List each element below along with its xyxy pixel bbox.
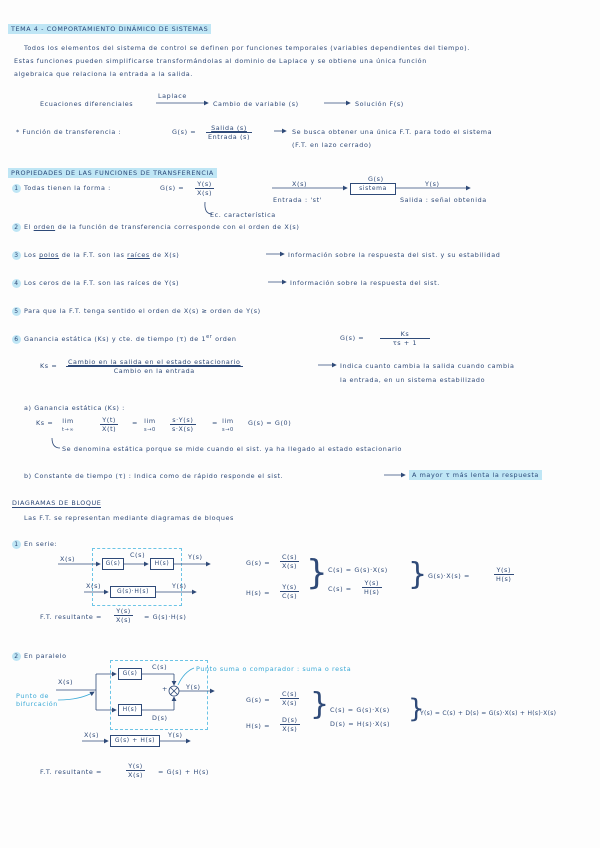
paralelo-xs: X(s) xyxy=(58,678,74,686)
serie-r1: C(s) = G(s)·X(s) xyxy=(328,566,388,574)
p1-gs: G(s) xyxy=(368,175,384,183)
p6-ks: Ks = xyxy=(40,362,58,370)
p2-orden: orden xyxy=(33,223,56,231)
section-propiedades: PROPIEDADES DE LAS FUNCIONES DE TRANSFERENCIA xyxy=(8,168,217,178)
flow-laplace: Laplace xyxy=(158,92,187,100)
pa-eq2: = xyxy=(212,419,218,427)
num-badge: 1 xyxy=(12,540,21,549)
paralelo-ds: D(s) xyxy=(152,714,168,722)
pa-sys: s·Y(s) xyxy=(170,416,196,425)
sec2-text: Las F.T. se representan mediante diagramas de bloques xyxy=(24,514,234,522)
pb-note: A mayor τ más lenta la respuesta xyxy=(409,470,542,480)
flow-ecuaciones: Ecuaciones diferenciales xyxy=(40,100,134,108)
ft-note2: (F.T. en lazo cerrado) xyxy=(292,141,372,149)
pa-tinf: t→∞ xyxy=(62,427,75,433)
p3-d: Información sobre la respuesta del sist. y su estabilidad xyxy=(288,251,501,259)
page-title: TEMA 4 - COMPORTAMIENTO DINÁMICO DE SISTEMAS xyxy=(8,24,211,34)
paralelo-r1: C(s) = G(s)·X(s) xyxy=(330,706,390,714)
p1-entrada: Entrada : 'st' xyxy=(273,196,323,204)
serie-text: En serie: xyxy=(24,540,58,548)
p6-g: G(s) = xyxy=(340,334,365,342)
section-diagramas: DIAGRAMAS DE BLOQUE xyxy=(12,499,102,507)
p1-num: Y(s) xyxy=(195,180,214,189)
paralelo-ft: F.T. resultante = xyxy=(40,768,102,776)
serie-gden: X(s) xyxy=(282,562,298,570)
p6-b: orden xyxy=(212,335,237,344)
serie-ys2: Y(s) xyxy=(172,582,187,590)
paralelo-ftnum: Y(s) xyxy=(126,762,145,771)
serie-h-box: H(s) xyxy=(150,558,174,570)
paralelo-gh-box: G(s) + H(s) xyxy=(110,735,160,747)
num-badge: 5 xyxy=(12,307,21,316)
paralelo-eqG: G(s) = xyxy=(246,696,271,704)
num-badge: 3 xyxy=(12,251,21,260)
paralelo-cs: C(s) xyxy=(152,663,168,671)
paralelo-hnum: D(s) xyxy=(282,716,298,724)
p1-salida: Salida : señal obtenida xyxy=(400,196,487,204)
serie-r2den: H(s) xyxy=(364,588,380,596)
p4-b: Información sobre la respuesta del sist. xyxy=(290,279,440,287)
p2-b: de la función de transferencia corresponde con el orden de X(s) xyxy=(55,223,300,231)
serie-hnum: Y(s) xyxy=(280,583,299,592)
p1-ys: Y(s) xyxy=(425,180,440,188)
flow-solucion: Solución F(s) xyxy=(355,100,404,108)
p3-b: de la F.T. son las xyxy=(59,251,128,259)
num-badge: 2 xyxy=(12,223,21,232)
p6-note2: la entrada, en un sistema estabilizado xyxy=(340,376,486,384)
serie-ftres: = G(s)·H(s) xyxy=(144,613,187,621)
paralelo-gden: X(s) xyxy=(282,699,298,707)
pa-lim3-text: lim xyxy=(222,417,234,425)
p1-ec-arrow xyxy=(205,202,212,214)
paralelo-hden: X(s) xyxy=(282,725,298,733)
p6-num: Ks xyxy=(380,330,430,339)
serie-resden: H(s) xyxy=(496,575,512,583)
serie-ft: F.T. resultante = xyxy=(40,613,102,621)
pa-s02: s→0 xyxy=(222,427,234,433)
paralelo-ys2: Y(s) xyxy=(168,731,183,739)
serie-brace1: } xyxy=(306,553,328,593)
p5-a: Para que la F.T. tenga sentido el orden de X(s) ≥ orden de Y(s) xyxy=(24,307,261,315)
paralelo-plus: + xyxy=(162,685,168,693)
pb-text: b) Constante de tiempo (τ) : Indica como de rápido responde el sist. xyxy=(24,472,284,480)
num-badge: 1 xyxy=(12,184,21,193)
pa-gs: G(s) = G(0) xyxy=(248,419,292,427)
intro-line-1: Todos los elementos del sistema de control se definen por funciones temporales (variables dependientes del tiempo). xyxy=(24,44,470,52)
pa-xt: X(t) xyxy=(102,425,117,433)
pa-note: Se denomina estática porque se mide cuando el sist. ya ha llegado al estado estacionario xyxy=(62,445,403,453)
num-badge: 6 xyxy=(12,335,21,344)
p1-g: G(s) = xyxy=(160,184,185,192)
p1-ec: Ec. característica xyxy=(210,211,276,219)
paralelo-g-box: G(s) xyxy=(118,668,142,680)
paralelo-gnum: C(s) xyxy=(282,690,298,698)
serie-ftnum: Y(s) xyxy=(114,607,133,616)
pa-title: a) Ganancia estática (Ks) : xyxy=(24,404,125,412)
p2-a: El xyxy=(24,223,34,231)
p6-sup: er xyxy=(206,334,213,340)
p3-c: de X(s) xyxy=(149,251,180,259)
paralelo-res: Y(s) = C(s) + D(s) = G(s)·X(s) + H(s)·X(s) xyxy=(420,710,557,717)
p3-raices: raíces xyxy=(127,251,150,259)
pa-s0: s→0 xyxy=(144,427,156,433)
pa-arrow xyxy=(52,438,60,448)
paralelo-brace2: } xyxy=(408,694,425,724)
pa-eq: = xyxy=(132,419,138,427)
p1-den: X(s) xyxy=(197,189,213,197)
p1-sistema-box: sistema xyxy=(350,183,396,195)
paralelo-ys: Y(s) xyxy=(186,683,201,691)
serie-ftden: X(s) xyxy=(116,616,132,624)
paralelo-brace1: } xyxy=(310,687,330,722)
serie-xs: X(s) xyxy=(60,555,76,563)
paralelo-xs2: X(s) xyxy=(84,731,100,739)
paralelo-text: En paralelo xyxy=(24,652,67,660)
p3-polos: polos xyxy=(39,251,60,259)
ft-g: G(s) = xyxy=(172,128,197,136)
intro-line-2: Estas funciones pueden simplificarse transformándolas al dominio de Laplace y se obtiene una única función xyxy=(14,57,427,65)
serie-eqG: G(s) = xyxy=(246,559,271,567)
p6-note1: Indica cuanto cambia la salida cuando cambia xyxy=(340,362,515,370)
serie-gnum: C(s) xyxy=(282,553,298,561)
serie-r2num: Y(s) xyxy=(362,579,382,588)
p6-den: τs + 1 xyxy=(392,339,418,347)
paralelo-h-box: H(s) xyxy=(118,704,142,716)
paralelo-punto: Punto de bifurcación xyxy=(16,692,58,708)
ft-num: Salida (s) xyxy=(206,124,252,133)
paralelo-sum-note: Punto suma o comparador : suma o resta xyxy=(196,665,352,673)
intro-line-3: algebraica que relaciona la entrada a la salida. xyxy=(14,70,193,78)
serie-r2: C(s) = xyxy=(328,585,352,593)
serie-resnum: Y(s) xyxy=(494,566,514,575)
serie-eqH: H(s) = xyxy=(246,589,271,597)
flow-cambio: Cambio de variable (s) xyxy=(213,100,299,108)
serie-cs: C(s) xyxy=(130,551,146,559)
p6-a: Ganancia estática (Ks) y cte. de tiempo (τ) de 1 xyxy=(24,335,207,344)
pa-sxs: s·X(s) xyxy=(172,425,194,433)
paralelo-eqH: H(s) = xyxy=(246,722,271,730)
serie-brace2: } xyxy=(408,557,428,592)
pa-lim1-text: lim xyxy=(62,417,74,425)
serie-ys: Y(s) xyxy=(188,553,203,561)
ft-label: * Función de transferencia : xyxy=(16,128,122,136)
pa-lim2-text: lim xyxy=(144,417,156,425)
punto-pointer xyxy=(58,692,94,700)
p6-ksden: Cambio en la entrada xyxy=(113,367,195,375)
serie-res: G(s)·X(s) = xyxy=(428,572,470,580)
serie-g-box: G(s) xyxy=(102,558,124,570)
pa-ks: Ks = xyxy=(36,419,54,427)
ft-note1: Se busca obtener una única F.T. para todo el sistema xyxy=(292,128,493,136)
serie-hden: C(s) xyxy=(282,592,298,600)
ft-den: Entrada (s) xyxy=(208,133,251,141)
serie-gh-box: G(s)·H(s) xyxy=(110,586,156,598)
p1-xs: X(s) xyxy=(292,180,308,188)
p6-ksnum: Cambio en la salida en el estado estacionario xyxy=(68,358,241,366)
p3-a: Los xyxy=(24,251,40,259)
serie-xs2: X(s) xyxy=(86,582,102,590)
num-badge: 2 xyxy=(12,652,21,661)
num-badge: 4 xyxy=(12,279,21,288)
p4-a: Los ceros de la F.T. son las raíces de Y(s) xyxy=(24,279,180,287)
paralelo-ftres: = G(s) + H(s) xyxy=(158,768,209,776)
paralelo-ftden: X(s) xyxy=(128,771,144,779)
sum-pointer xyxy=(178,668,194,685)
pa-yt: Y(t) xyxy=(100,416,118,425)
paralelo-r2: D(s) = H(s)·X(s) xyxy=(330,720,391,728)
prop-1-text: Todas tienen la forma : xyxy=(24,184,111,192)
